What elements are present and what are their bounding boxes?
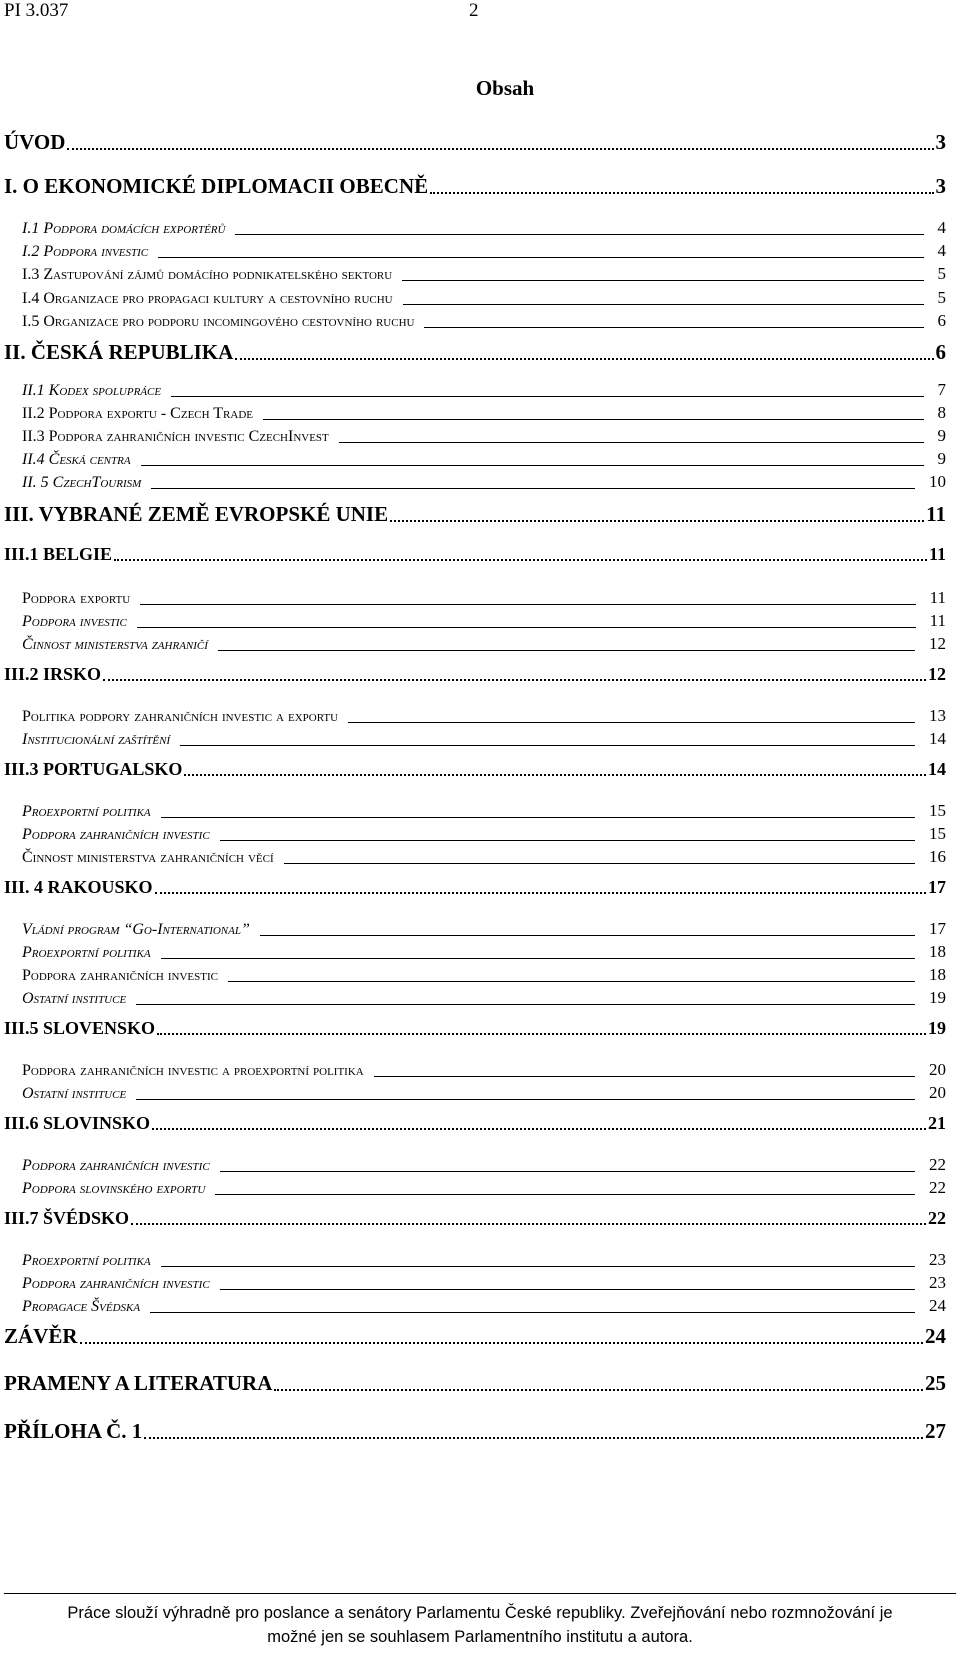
toc-entry[interactable] <box>22 426 946 446</box>
toc-entry[interactable] <box>4 1113 946 1134</box>
toc-entry-label: PŘÍLOHA Č. 1 <box>4 1419 143 1443</box>
toc-entry[interactable] <box>22 919 946 939</box>
toc-entry-page: 27 <box>925 1419 946 1443</box>
toc-entry-label: III.2 IRSKO <box>4 664 102 684</box>
toc-entry-page: 16 <box>929 847 946 866</box>
toc-leader <box>140 604 915 605</box>
toc-entry-label: III.1 BELGIE <box>4 544 113 564</box>
toc-leader <box>220 1289 915 1290</box>
toc-entry-label: III. VYBRANÉ ZEMĚ EVROPSKÉ UNIE <box>4 502 389 526</box>
toc-entry[interactable] <box>22 241 946 261</box>
toc-entry-label: Ostatní instituce <box>22 990 127 1007</box>
toc-entry-page: 14 <box>929 729 946 748</box>
toc-leader <box>430 192 933 194</box>
footer-line-1: Práce slouží výhradně pro poslance a senátory Parlamentu České republiky. Zveřejňování nebo rozmnožování je <box>67 1604 893 1622</box>
toc-entry-page: 14 <box>928 759 946 779</box>
toc-entry-page: 18 <box>929 965 946 984</box>
toc-entry[interactable] <box>22 847 946 867</box>
toc-leader <box>103 679 926 681</box>
toc-leader <box>184 774 926 776</box>
toc-leader <box>157 1033 926 1035</box>
toc-entry[interactable] <box>4 174 946 199</box>
footer-notice <box>0 1601 960 1649</box>
toc-entry[interactable] <box>4 502 946 527</box>
footer-divider <box>4 1593 956 1594</box>
toc-leader <box>220 840 915 841</box>
toc-entry[interactable] <box>22 988 946 1008</box>
toc-entry[interactable] <box>22 1083 946 1103</box>
page-title <box>0 76 960 101</box>
toc-leader <box>151 488 915 489</box>
toc-leader <box>424 327 923 328</box>
toc-entry-label: ZÁVĚR <box>4 1324 78 1348</box>
toc-leader <box>114 559 927 561</box>
toc-entry[interactable] <box>22 1273 946 1293</box>
toc-entry-label: I.1 Podpora domácích exportérů <box>22 220 226 237</box>
toc-entry-label: ÚVOD <box>4 130 66 154</box>
toc-entry-label: I.3 Zastupování zájmů domácího podnikatelského sektoru <box>22 266 393 283</box>
toc-entry[interactable] <box>4 759 946 780</box>
toc-entry[interactable] <box>4 544 946 565</box>
toc-leader <box>274 1389 923 1391</box>
toc-entry-label: Institucionální zaštítění <box>22 731 171 748</box>
toc-entry-page: 23 <box>929 1273 946 1292</box>
toc-entry-page: 24 <box>925 1324 946 1348</box>
toc-entry-page: 9 <box>937 426 946 445</box>
toc-entry[interactable] <box>4 130 946 155</box>
toc-leader <box>131 1223 926 1225</box>
toc-leader <box>80 1342 923 1344</box>
toc-entry-page: 18 <box>929 942 946 961</box>
toc-entry-label: II. ČESKÁ REPUBLIKA <box>4 340 234 364</box>
toc-entry-page: 25 <box>925 1371 946 1395</box>
toc-leader <box>235 358 933 360</box>
toc-entry-label: III.5 SLOVENSKO <box>4 1018 156 1038</box>
toc-leader <box>155 892 926 894</box>
toc-leader <box>263 419 924 420</box>
toc-leader <box>161 1266 915 1267</box>
toc-leader <box>339 442 924 443</box>
toc-entry[interactable] <box>22 611 946 631</box>
toc-leader <box>390 520 924 522</box>
toc-entry-label: Propagace Švédska <box>22 1298 141 1315</box>
toc-entry-label: Podpora investic <box>22 613 127 630</box>
toc-leader <box>144 1437 923 1439</box>
toc-entry-label: II.2 Podpora exportu - Czech Trade <box>22 405 253 422</box>
toc-entry-page: 17 <box>929 919 946 938</box>
toc-entry[interactable] <box>22 380 946 400</box>
toc-entry-label: Podpora zahraničních investic a proexportní politika <box>22 1062 364 1079</box>
toc-entry-page: 22 <box>929 1178 946 1197</box>
toc-entry-page: 22 <box>929 1155 946 1174</box>
toc-entry-page: 3 <box>935 130 946 154</box>
toc-entry-label: Proexportní politika <box>22 1252 151 1269</box>
toc-entry[interactable] <box>4 1419 946 1444</box>
toc-entry-page: 24 <box>929 1296 946 1315</box>
toc-entry-page: 3 <box>935 174 946 198</box>
toc-entry-page: 12 <box>928 664 946 684</box>
toc-entry-label: Vládní program “Go-International” <box>22 921 250 938</box>
toc-entry-label: III. 4 RAKOUSKO <box>4 877 153 897</box>
toc-leader <box>228 981 915 982</box>
toc-entry-label: Podpora zahraničních investic <box>22 967 218 984</box>
toc-entry-label: III.6 SLOVINSKO <box>4 1113 151 1133</box>
toc-entry-label: III.3 PORTUGALSKO <box>4 759 183 779</box>
toc-entry[interactable] <box>22 1296 946 1316</box>
toc-leader <box>348 722 915 723</box>
toc-entry-page: 6 <box>937 311 946 330</box>
toc-leader <box>171 396 923 397</box>
toc-entry-label: Podpora zahraničních investic <box>22 1157 210 1174</box>
toc-entry-label: II. 5 CzechTourism <box>22 474 142 491</box>
toc-leader <box>161 817 915 818</box>
toc-entry[interactable] <box>4 1371 946 1396</box>
toc-entry-label: Činnost ministerstva zahraničí <box>22 636 208 653</box>
toc-leader <box>152 1128 926 1130</box>
toc-entry[interactable] <box>22 1250 946 1270</box>
toc-leader <box>150 1312 915 1313</box>
toc-entry[interactable] <box>4 877 946 898</box>
toc-leader <box>67 148 933 150</box>
toc-entry-label: Podpora zahraničních investic <box>22 826 210 843</box>
toc-entry-label: PRAMENY A LITERATURA <box>4 1371 273 1395</box>
toc-leader <box>161 958 915 959</box>
toc-entry-page: 17 <box>928 877 946 897</box>
toc-entry-page: 13 <box>929 706 946 725</box>
toc-entry-page: 23 <box>929 1250 946 1269</box>
toc-entry[interactable] <box>22 1155 946 1175</box>
toc-entry-page: 15 <box>929 801 946 820</box>
toc-entry-label: I.4 Organizace pro propagaci kultury a cestovního ruchu <box>22 290 393 307</box>
toc-entry-page: 20 <box>929 1083 946 1102</box>
document-id: PI 3.037 <box>4 0 69 21</box>
toc-entry-page: 11 <box>928 544 946 564</box>
toc-entry[interactable] <box>22 729 946 749</box>
toc-entry-label: Podpora slovinského exportu <box>22 1180 206 1197</box>
toc-leader <box>218 650 915 651</box>
toc-entry[interactable] <box>22 403 946 423</box>
toc-leader <box>403 304 924 305</box>
toc-entry[interactable] <box>22 449 946 469</box>
toc-leader <box>374 1076 915 1077</box>
footer-line-2: možné jen se souhlasem Parlamentního institutu a autora. <box>267 1628 693 1646</box>
toc-entry-label: Politika podpory zahraničních investic a exportu <box>22 708 339 725</box>
toc-entry-page: 4 <box>937 218 946 237</box>
toc-entry-page: 20 <box>929 1060 946 1079</box>
toc-entry-label: Proexportní politika <box>22 803 151 820</box>
toc-leader <box>158 257 923 258</box>
toc-leader <box>260 935 915 936</box>
toc-entry-page: 11 <box>929 588 946 607</box>
toc-leader <box>136 1004 915 1005</box>
toc-entry-page: 12 <box>929 634 946 653</box>
toc-entry-label: Podpora zahraničních investic <box>22 1275 210 1292</box>
toc-entry-page: 11 <box>929 611 946 630</box>
toc-entry-page: 10 <box>929 472 946 491</box>
toc-entry-label: Podpora exportu <box>22 590 131 607</box>
toc-entry-page: 6 <box>935 340 946 364</box>
toc-leader <box>137 627 916 628</box>
toc-entry[interactable] <box>22 288 946 308</box>
toc-entry-page: 21 <box>928 1113 946 1133</box>
toc-entry[interactable] <box>22 1060 946 1080</box>
toc-entry[interactable] <box>22 801 946 821</box>
toc-entry[interactable] <box>22 824 946 844</box>
toc-entry-page: 9 <box>937 449 946 468</box>
page-title-text: Obsah <box>475 76 535 100</box>
toc-entry-page: 19 <box>929 988 946 1007</box>
toc-leader <box>136 1099 915 1100</box>
toc-entry[interactable] <box>22 706 946 726</box>
toc-entry[interactable] <box>22 965 946 985</box>
toc-entry-label: I.5 Organizace pro podporu incomingového cestovního ruchu <box>22 313 415 330</box>
toc-entry-label: I. O EKONOMICKÉ DIPLOMACII OBECNĚ <box>4 174 429 198</box>
toc-entry[interactable] <box>22 942 946 962</box>
toc-leader <box>284 863 915 864</box>
toc-leader <box>220 1171 915 1172</box>
toc-entry-label: II.3 Podpora zahraničních investic CzechInvest <box>22 428 329 445</box>
toc-entry[interactable] <box>22 218 946 238</box>
toc-entry-page: 8 <box>937 403 946 422</box>
page-number: 2 <box>469 0 479 21</box>
toc-leader <box>235 234 923 235</box>
toc-leader <box>215 1194 915 1195</box>
toc-entry-page: 15 <box>929 824 946 843</box>
toc-entry[interactable] <box>4 1208 946 1229</box>
toc-leader <box>141 465 924 466</box>
toc-entry-label: III.7 ŠVÉDSKO <box>4 1208 130 1228</box>
toc-leader <box>180 745 915 746</box>
toc-entry-page: 5 <box>937 288 946 307</box>
toc-entry[interactable] <box>22 588 946 608</box>
toc-entry-page: 4 <box>937 241 946 260</box>
toc-entry-label: Proexportní politika <box>22 944 151 961</box>
toc-entry-label: II.1 Kodex spolupráce <box>22 382 162 399</box>
toc-entry-label: I.2 Podpora investic <box>22 243 149 260</box>
toc-entry[interactable] <box>22 634 946 654</box>
toc-entry-page: 19 <box>928 1018 946 1038</box>
toc-entry-page: 22 <box>928 1208 946 1228</box>
toc-entry[interactable] <box>4 664 946 685</box>
toc-entry[interactable] <box>22 264 946 284</box>
toc-entry-label: Činnost ministerstva zahraničních věcí <box>22 849 274 866</box>
toc-entry[interactable] <box>22 1178 946 1198</box>
toc-entry-page: 11 <box>926 502 946 526</box>
toc-entry-label: II.4 Česká centra <box>22 451 131 468</box>
toc-entry[interactable] <box>22 472 946 492</box>
toc-entry-page: 5 <box>937 264 946 283</box>
toc-entry[interactable] <box>4 1018 946 1039</box>
toc-entry[interactable] <box>4 340 946 365</box>
toc-entry-page: 7 <box>937 380 946 399</box>
toc-entry[interactable] <box>4 1324 946 1349</box>
toc-entry[interactable] <box>22 311 946 331</box>
toc-leader <box>402 280 923 281</box>
toc-entry-label: Ostatní instituce <box>22 1085 127 1102</box>
